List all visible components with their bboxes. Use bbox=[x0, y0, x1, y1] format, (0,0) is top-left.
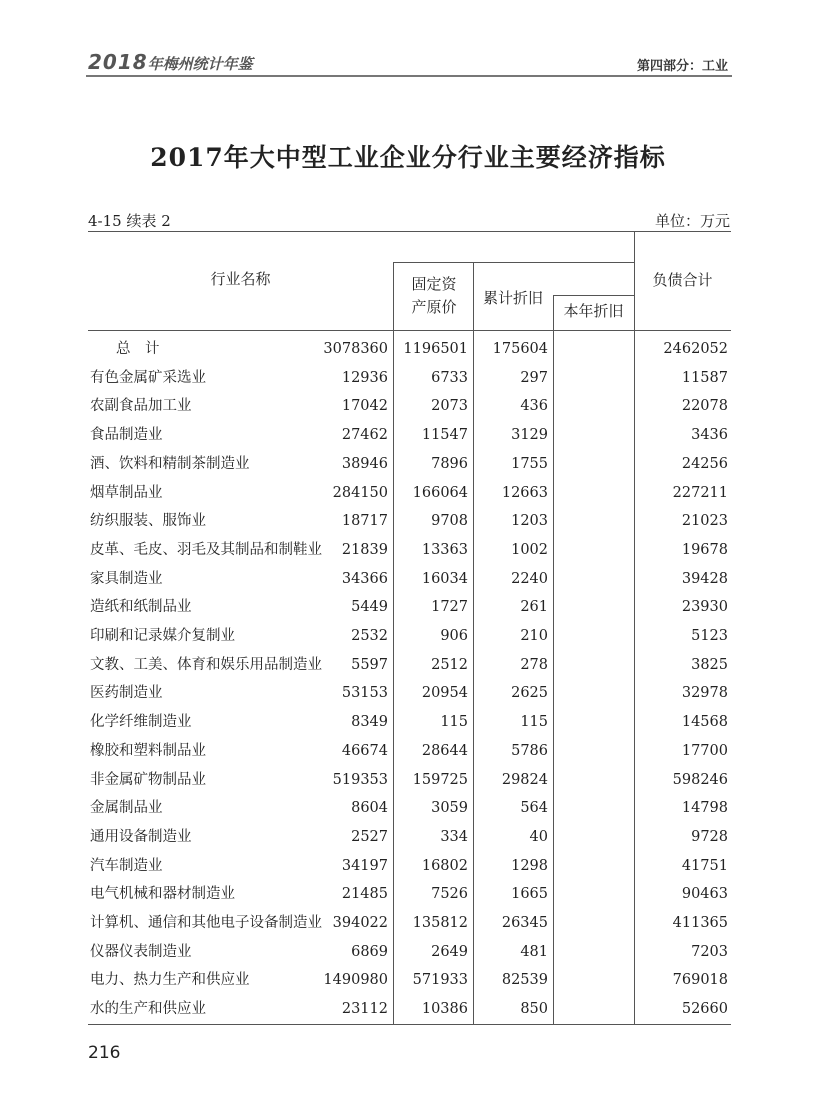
row-value: 210 bbox=[520, 628, 548, 644]
col-header-liabilities: 负债合计 bbox=[652, 271, 713, 289]
table-row bbox=[88, 364, 731, 392]
row-value: 52660 bbox=[681, 1001, 728, 1018]
row-value: 2512 bbox=[431, 656, 468, 673]
table-number: 4-15 续表 2 bbox=[88, 212, 171, 230]
row-industry-name: 有色金属矿采选业 bbox=[90, 369, 206, 386]
row-value: 850 bbox=[520, 1001, 548, 1018]
row-industry-name: 总 计 bbox=[116, 341, 160, 357]
row-value: 21485 bbox=[341, 886, 388, 903]
header-book-title: 年梅州统计年鉴 bbox=[147, 55, 253, 73]
row-value: 12663 bbox=[501, 484, 548, 501]
row-value: 1665 bbox=[511, 886, 548, 903]
row-value: 7203 bbox=[691, 943, 728, 960]
table-row bbox=[88, 823, 731, 851]
table-row bbox=[88, 880, 731, 908]
row-value: 17042 bbox=[341, 398, 388, 415]
row-value: 284150 bbox=[332, 484, 388, 501]
row-value: 519353 bbox=[332, 771, 388, 788]
row-value: 5597 bbox=[351, 656, 388, 673]
row-value: 22078 bbox=[681, 398, 728, 415]
row-value: 394022 bbox=[332, 915, 388, 931]
row-value: 564 bbox=[520, 800, 548, 817]
row-value: 3129 bbox=[511, 427, 548, 444]
row-industry-name: 纺织服装、服饰业 bbox=[90, 513, 206, 530]
row-industry-name: 烟草制品业 bbox=[90, 484, 163, 501]
row-industry-name: 食品制造业 bbox=[90, 427, 163, 444]
row-industry-name: 家具制造业 bbox=[90, 570, 163, 587]
row-value: 21839 bbox=[341, 541, 388, 558]
row-value: 23112 bbox=[341, 1001, 388, 1018]
row-value: 1727 bbox=[431, 599, 468, 616]
row-value: 27462 bbox=[341, 427, 388, 444]
header-rule bbox=[553, 295, 634, 296]
row-value: 82539 bbox=[501, 972, 548, 989]
table-row bbox=[88, 651, 731, 679]
row-value: 6733 bbox=[431, 369, 468, 386]
row-value: 19678 bbox=[681, 541, 728, 558]
row-value: 12936 bbox=[341, 369, 388, 386]
row-industry-name: 化学纤维制造业 bbox=[90, 714, 192, 731]
row-value: 14568 bbox=[681, 714, 728, 731]
col-header-acc-dep: 累计折旧 bbox=[482, 289, 543, 307]
row-value: 175604 bbox=[492, 341, 548, 357]
row-value: 135812 bbox=[412, 915, 468, 931]
row-industry-name: 皮革、毛皮、羽毛及其制品和制鞋业 bbox=[90, 541, 322, 558]
row-value: 3825 bbox=[691, 656, 728, 673]
row-value: 38946 bbox=[341, 455, 388, 472]
row-value: 16034 bbox=[421, 570, 468, 587]
row-value: 1002 bbox=[511, 541, 548, 558]
row-value: 29824 bbox=[501, 771, 548, 788]
table-row bbox=[88, 995, 731, 1023]
running-header-book bbox=[88, 50, 253, 74]
row-value: 3059 bbox=[431, 800, 468, 817]
row-value: 53153 bbox=[341, 685, 388, 702]
row-value: 166064 bbox=[412, 484, 468, 501]
table-row bbox=[88, 679, 731, 707]
row-value: 1196501 bbox=[403, 341, 468, 357]
page-title: 2017年大中型工业企业分行业主要经济指标 bbox=[150, 143, 666, 172]
row-value: 334 bbox=[440, 828, 468, 845]
row-value: 2649 bbox=[431, 943, 468, 960]
running-header-section: 第四部分：工业 bbox=[636, 59, 728, 74]
row-value: 9728 bbox=[691, 828, 728, 845]
row-value: 34197 bbox=[341, 857, 388, 874]
page-number: 216 bbox=[88, 1043, 121, 1063]
table-row bbox=[88, 852, 731, 880]
row-value: 26345 bbox=[501, 915, 548, 931]
table-row bbox=[88, 565, 731, 593]
table-row bbox=[88, 966, 731, 994]
table-row bbox=[88, 507, 731, 535]
row-industry-name: 印刷和记录媒介复制业 bbox=[90, 628, 235, 644]
row-value: 41751 bbox=[681, 857, 728, 874]
table-row bbox=[88, 622, 731, 650]
row-value: 2625 bbox=[511, 685, 548, 702]
row-value: 8349 bbox=[351, 714, 388, 731]
row-value: 1490980 bbox=[323, 972, 388, 989]
row-value: 10386 bbox=[421, 1001, 468, 1018]
row-value: 9708 bbox=[431, 513, 468, 530]
row-value: 1755 bbox=[511, 455, 548, 472]
row-value: 5786 bbox=[511, 742, 548, 759]
row-value: 17700 bbox=[681, 742, 728, 759]
row-industry-name: 金属制品业 bbox=[90, 800, 163, 817]
table-row bbox=[88, 766, 731, 794]
row-value: 115 bbox=[520, 714, 548, 731]
row-value: 906 bbox=[440, 628, 468, 644]
row-value: 28644 bbox=[421, 742, 468, 759]
row-value: 3078360 bbox=[323, 341, 388, 357]
row-industry-name: 文教、工美、体育和娱乐用品制造业 bbox=[90, 656, 322, 673]
row-value: 13363 bbox=[421, 541, 468, 558]
row-value: 278 bbox=[520, 656, 548, 673]
row-value: 14798 bbox=[681, 800, 728, 817]
unit-label: 单位：万元 bbox=[654, 212, 730, 230]
col-header-cur-dep: 本年折旧 bbox=[563, 302, 624, 320]
row-industry-name: 非金属矿物制品业 bbox=[90, 771, 206, 788]
row-value: 1203 bbox=[511, 513, 548, 530]
table-row bbox=[88, 708, 731, 736]
row-value: 261 bbox=[520, 599, 548, 616]
table-row bbox=[88, 335, 731, 363]
row-value: 20954 bbox=[421, 685, 468, 702]
row-value: 571933 bbox=[412, 972, 468, 989]
row-value: 40 bbox=[529, 828, 548, 845]
row-industry-name: 电气机械和器材制造业 bbox=[90, 886, 235, 903]
table-row bbox=[88, 536, 731, 564]
row-value: 2527 bbox=[351, 828, 388, 845]
col-header-name: 行业名称 bbox=[210, 270, 271, 288]
row-value: 8604 bbox=[351, 800, 388, 817]
row-value: 39428 bbox=[681, 570, 728, 587]
row-value: 7896 bbox=[431, 455, 468, 472]
row-value: 2462052 bbox=[663, 341, 728, 357]
row-value: 3436 bbox=[691, 427, 728, 444]
header-year: 2018 bbox=[88, 50, 148, 74]
row-value: 23930 bbox=[681, 599, 728, 616]
row-value: 32978 bbox=[681, 685, 728, 702]
row-value: 2532 bbox=[351, 628, 388, 644]
header-rule bbox=[393, 262, 634, 263]
row-industry-name: 造纸和纸制品业 bbox=[90, 599, 192, 616]
table-row bbox=[88, 737, 731, 765]
row-value: 24256 bbox=[681, 455, 728, 472]
row-value: 2073 bbox=[431, 398, 468, 415]
row-industry-name: 汽车制造业 bbox=[90, 857, 163, 874]
row-value: 2240 bbox=[511, 570, 548, 587]
row-industry-name: 医药制造业 bbox=[90, 685, 163, 702]
row-value: 481 bbox=[520, 943, 548, 960]
row-value: 436 bbox=[520, 398, 548, 415]
row-value: 90463 bbox=[681, 886, 728, 903]
col-header-fixed-assets: 固定资产原价 bbox=[411, 275, 457, 316]
table-row bbox=[88, 794, 731, 822]
row-industry-name: 水的生产和供应业 bbox=[90, 1001, 206, 1018]
row-industry-name: 农副食品加工业 bbox=[90, 398, 192, 415]
row-value: 7526 bbox=[431, 886, 468, 903]
header-bottom-rule bbox=[88, 330, 731, 331]
data-table bbox=[88, 231, 731, 1025]
row-value: 18717 bbox=[341, 513, 388, 530]
table-row bbox=[88, 479, 731, 507]
row-value: 297 bbox=[520, 369, 548, 386]
row-industry-name: 酒、饮料和精制茶制造业 bbox=[90, 455, 250, 472]
table-row bbox=[88, 938, 731, 966]
row-value: 598246 bbox=[672, 771, 728, 788]
row-industry-name: 通用设备制造业 bbox=[90, 828, 192, 845]
row-value: 115 bbox=[440, 714, 468, 731]
row-industry-name: 计算机、通信和其他电子设备制造业 bbox=[90, 915, 322, 931]
row-value: 5123 bbox=[691, 628, 728, 644]
row-value: 1298 bbox=[511, 857, 548, 874]
table-row bbox=[88, 450, 731, 478]
row-value: 5449 bbox=[351, 599, 388, 616]
row-value: 159725 bbox=[412, 771, 468, 788]
table-row bbox=[88, 392, 731, 420]
table-row bbox=[88, 909, 731, 937]
row-value: 6869 bbox=[351, 943, 388, 960]
row-industry-name: 仪器仪表制造业 bbox=[90, 943, 192, 960]
row-value: 16802 bbox=[421, 857, 468, 874]
row-value: 11547 bbox=[421, 427, 468, 444]
header-rule bbox=[86, 75, 732, 77]
row-value: 227211 bbox=[672, 484, 728, 501]
table-row bbox=[88, 421, 731, 449]
row-industry-name: 电力、热力生产和供应业 bbox=[90, 972, 250, 989]
row-value: 46674 bbox=[341, 742, 388, 759]
row-value: 769018 bbox=[672, 972, 728, 989]
row-value: 34366 bbox=[341, 570, 388, 587]
row-industry-name: 橡胶和塑料制品业 bbox=[90, 742, 206, 759]
table-row bbox=[88, 593, 731, 621]
row-value: 21023 bbox=[681, 513, 728, 530]
row-value: 411365 bbox=[672, 915, 728, 931]
row-value: 11587 bbox=[681, 369, 728, 386]
